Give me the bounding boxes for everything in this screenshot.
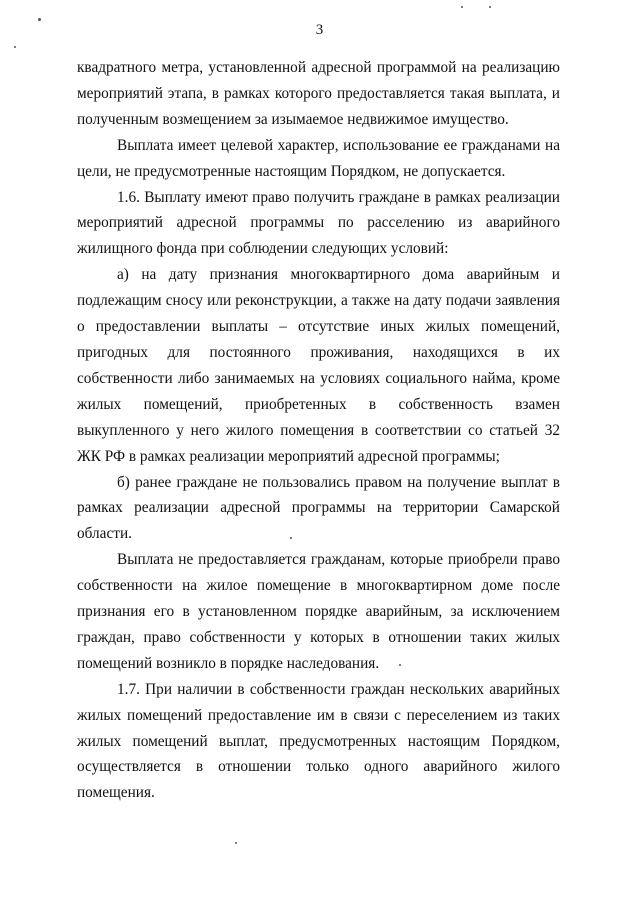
scan-speck <box>290 537 292 539</box>
scan-speck <box>235 842 237 844</box>
paragraph-1-6: 1.6. Выплату имеют право получить граждане в рамках реализации мероприятий адресной программы по расселению из аварийного жилищного фонда при соблюдении следующих условий: <box>77 188 560 258</box>
scan-speck <box>38 18 41 21</box>
page-number: 3 <box>315 22 324 38</box>
scan-speck <box>489 6 491 8</box>
paragraph-1-7: 1.7. При наличии в собственности граждан нескольких аварийных жилых помещений предоставление им в связи с переселением из таких жилых помещений выплат, предусмотренных настоящим Порядком, осуществляется в отношении только одного аварийного жилого помещения. <box>77 680 560 802</box>
paragraph-target-use: Выплата имеет целевой характер, использование ее гражданами на цели, не предусмотренные настоящим Порядком, не допускается. <box>77 136 560 180</box>
paragraph-condition-b: б) ранее граждане не пользовались правом на получение выплат в рамках реализации адресной программы на территории Самарской области. <box>77 473 560 543</box>
paragraph-exclusion: Выплата не предоставляется гражданам, которые приобрели право собственности на жилое помещение в многоквартирном доме после признания его в установленном порядке аварийным, за исключением граждан, право собственности у которых в отношении таких жилых помещений возникло в порядке наследования. <box>77 551 560 672</box>
paragraph-condition-a: а) на дату признания многоквартирного дома аварийным и подлежащим сносу или реконструкции, а также на дату подачи заявления о предоставлении выплаты – отсутствие иных жилых помещений, пригодных для постоянного проживания, находящихся в их собственности либо занимаемых на условиях социального найма, кроме жилых помещений, приобретенных в собственность взамен выкупленного у него жилого помещения в соответствии со статьей 32 ЖК РФ в рамках реализации мероприятий адресной программы; <box>77 266 560 465</box>
scan-speck <box>14 46 16 48</box>
scan-speck <box>461 6 463 8</box>
paragraph-continuation: квадратного метра, установленной адресной программой на реализацию мероприятий этапа, в рамках которого предоставляется такая выплата, и полученным возмещением за изымаемое недвижимое имущество. <box>77 59 560 128</box>
scan-speck <box>399 664 401 666</box>
document-body <box>77 55 560 806</box>
